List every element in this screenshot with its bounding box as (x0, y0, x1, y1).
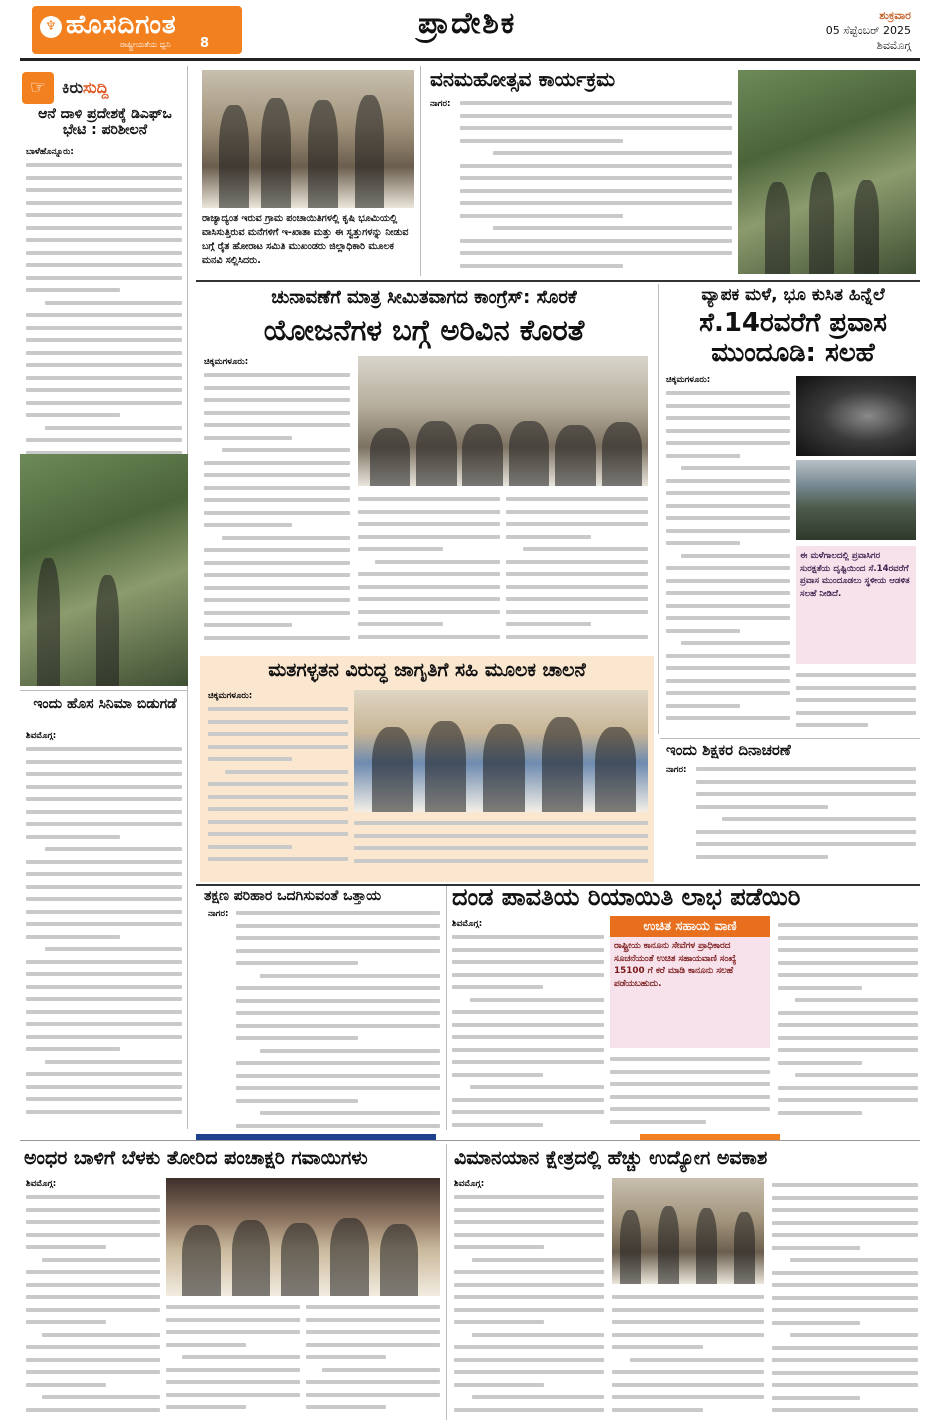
dateline-date: 05 ಸೆಪ್ಟೆಂಬರ್ 2025 (825, 24, 911, 37)
paper-name: ಹೊಸದಿಗಂತ (66, 10, 177, 40)
paper-tagline: ರಾಷ್ಟ್ರೀಯತೆಯ ಧ್ವನಿ (120, 40, 171, 49)
blind-music-body-col2 (166, 1300, 300, 1418)
teachers-day-byline: ನಾಗರ: (666, 765, 687, 775)
blind-music-body-col1 (26, 1190, 160, 1418)
penalty-headline: ದಂಡ ಪಾವತಿಯ ರಿಯಾಯಿತಿ ಲಾಭ ಪಡೆಯಿರಿ (452, 883, 801, 911)
lamp-icon: ♆ (40, 16, 62, 38)
signature-campaign-photo (354, 690, 648, 812)
dateline (826, 8, 911, 53)
penalty-body-col3 (778, 918, 918, 1128)
kiru-suddi-column (20, 66, 188, 1129)
teachers-day-headline: ಇಂದು ಶಿಕ್ಷಕರ ದಿನಾಚರಣೆ (666, 741, 791, 759)
kiru-suddi-tag (22, 72, 182, 104)
vanamahotsava-byline: ನಾಗರ: (430, 99, 451, 109)
drinking-water-byline: ನಾಗರ: (208, 909, 229, 919)
congress-headline: ಯೋಜನೆಗಳ ಬಗ್ಗೆ ಅರಿವಿನ ಕೊರತೆ (263, 313, 585, 347)
vanamahotsava-headline: ವನಮಹೋತ್ಸವ ಕಾರ್ಯಕ್ರಮ (430, 67, 616, 91)
signature-body-col1 (208, 702, 348, 874)
masthead (0, 0, 945, 58)
aviation-body-col2 (612, 1290, 764, 1418)
congress-body-col2 (358, 492, 500, 644)
congress-byline: ಚಿಕ್ಕಮಗಳೂರು: (204, 357, 249, 367)
rain-highlight-text: ಈ ಮಳೆಗಾಲದಲ್ಲಿ ಪ್ರವಾಸಿಗರ ಸುರಕ್ಷತೆಯ ದೃಷ್ಟಿಯಿಂದ ಸೆ.14ರವರೆಗೆ ಪ್ರವಾಸ ಮುಂದೂಡಲು ಸ್ಥಳೀಯ ಆಡಳಿತ ಸಲಹೆ ನೀಡಿದೆ. (800, 551, 910, 599)
dateline-day: ಶುಕ್ರವಾರ (879, 9, 911, 22)
tree-planting-photo (738, 70, 916, 274)
elephant-story-headline: ಆನೆ ದಾಳಿ ಪ್ರದೇಶಕ್ಕೆ ಡಿಎಫ್‌ಒ ಭೇಟಿ : ಪರಿಶೀಲನೆ (38, 106, 172, 139)
pointing-hand-icon: ☞ (22, 72, 54, 104)
signature-byline: ಚಿಕ್ಕಮಗಳೂರು: (208, 691, 253, 701)
blind-music-headline: ಅಂಧರ ಬಾಳಿಗೆ ಬೆಳಕು ತೋರಿದ ಪಂಚಾಕ್ಷರಿ ಗವಾಯಿಗಳು (24, 1147, 368, 1169)
helpline-notice-body: ರಾಷ್ಟ್ರೀಯ ಕಾನೂನು ಸೇವೆಗಳ ಪ್ರಾಧಿಕಾರದ ಸೂಚನೆಯಂತೆ ಉಚಿತ ಸಹಾಯವಾಣಿ ಸಂಖ್ಯೆ 15100 ಗೆ ಕರೆ ಮಾಡಿ ಕಾನೂನು ಸಲಹೆ ಪಡೆಯಬಹುದು. (614, 941, 737, 989)
rain-body-col1 (666, 386, 790, 726)
elephant-area-photo (20, 454, 188, 686)
aviation-headline: ವಿಮಾನಯಾನ ಕ್ಷೇತ್ರದಲ್ಲಿ ಹೆಚ್ಚು ಉದ್ಯೋಗ ಅವಕಾಶ (454, 1147, 768, 1169)
elephant-story-body (26, 158, 182, 458)
penalty-body-col2 (610, 1052, 770, 1128)
teachers-day-body (696, 762, 916, 874)
section-title: ಪ್ರಾದೇಶಿಕ (418, 6, 517, 41)
music-program-photo (166, 1178, 440, 1296)
vanamahotsava-body (460, 96, 732, 274)
drinking-water-body (236, 906, 440, 1132)
landslide-night-photo (796, 376, 916, 456)
farmers-photo-caption: ರಾಜ್ಯಾದ್ಯಂತ ಇರುವ ಗ್ರಾಮ ಪಂಚಾಯಿತಿಗಳಲ್ಲಿ ಕೃಷಿ ಭೂಮಿಯಲ್ಲಿ ವಾಸಿಸುತ್ತಿರುವ ಮನೆಗಳಿಗೆ ಇ-ಖಾತಾ ಮತ್ತು ಈ ಸ್ವತ್ತುಗಳನ್ನು ನೀಡುವ ಬಗ್ಗೆ ರೈತ ಹೋರಾಟ ಸಮಿತಿ ಮುಖಂಡರು ಜಿಲ್ಲಾಧಿಕಾರಿ ಮೂಲಕ ಮನವಿ ಸಲ್ಲಿಸಿದರು. (202, 213, 409, 266)
signature-body-col2 (354, 816, 648, 876)
cinema-story-body (26, 742, 182, 1126)
congress-body-col1 (204, 368, 350, 644)
cinema-story-byline: ಶಿವಮೊಗ್ಗ: (26, 731, 57, 741)
aviation-program-photo (612, 1178, 764, 1284)
aviation-body-col1 (454, 1190, 604, 1418)
congress-kicker: ಚುನಾವಣೆಗೆ ಮಾತ್ರ ಸೀಮಿತವಾಗದ ಕಾಂಗ್ರೆಸ್: ಸೊರಕೆ (271, 287, 577, 308)
rain-headline-line2: ಸೆ.14ರವರೆಗೆ ಪ್ರವಾಸ ಮುಂದೂಡಿ: ಸಲಹೆ (699, 308, 887, 368)
cinema-story-headline: ಇಂದು ಹೊಸ ಸಿನಿಮಾ ಬಿಡುಗಡೆ (33, 696, 177, 712)
penalty-body-col1 (452, 930, 604, 1128)
signature-headline: ಮತಗಳ್ಳತನ ವಿರುದ್ಧ ಜಾಗೃತಿಗೆ ಸಹಿ ಮೂಲಕ ಚಾಲನೆ (268, 659, 586, 681)
kiru-suddi-label: ಕಿರುಸುದ್ದಿ (62, 78, 109, 97)
penalty-byline: ಶಿವಮೊಗ್ಗ: (452, 919, 483, 929)
rain-byline: ಚಿಕ್ಕಮಗಳೂರು: (666, 375, 711, 385)
rain-headline-line1: ವ್ಯಾಪಕ ಮಳೆ, ಭೂ ಕುಸಿತ ಹಿನ್ನೆಲೆ (701, 285, 885, 305)
farmers-petition-photo (202, 70, 414, 208)
congress-meeting-photo (358, 356, 648, 486)
page-number: 8 (200, 36, 210, 51)
dateline-city: ಶಿವಮೊಗ್ಗ (876, 39, 911, 52)
rain-body-col2 (796, 668, 916, 732)
drinking-water-headline: ತಕ್ಷಣ ಪರಿಹಾರ ಒದಗಿಸುವಂತೆ ಒತ್ತಾಯ (204, 888, 382, 904)
helpline-notice-title: ಉಚಿತ ಸಹಾಯ ವಾಣಿ (610, 916, 770, 937)
congress-body-col3 (506, 492, 648, 644)
aviation-body-col3 (772, 1178, 918, 1418)
aviation-byline: ಶಿವಮೊಗ್ಗ: (454, 1179, 485, 1189)
blind-music-byline: ಶಿವಮೊಗ್ಗ: (26, 1179, 57, 1189)
elephant-story-byline: ಬಾಳೆಹೊನ್ನೂರು: (26, 147, 74, 157)
traffic-jam-photo (796, 460, 916, 540)
masthead-rule (20, 58, 920, 61)
blind-music-body-col3 (306, 1300, 440, 1418)
paper-logo[interactable] (32, 6, 242, 54)
